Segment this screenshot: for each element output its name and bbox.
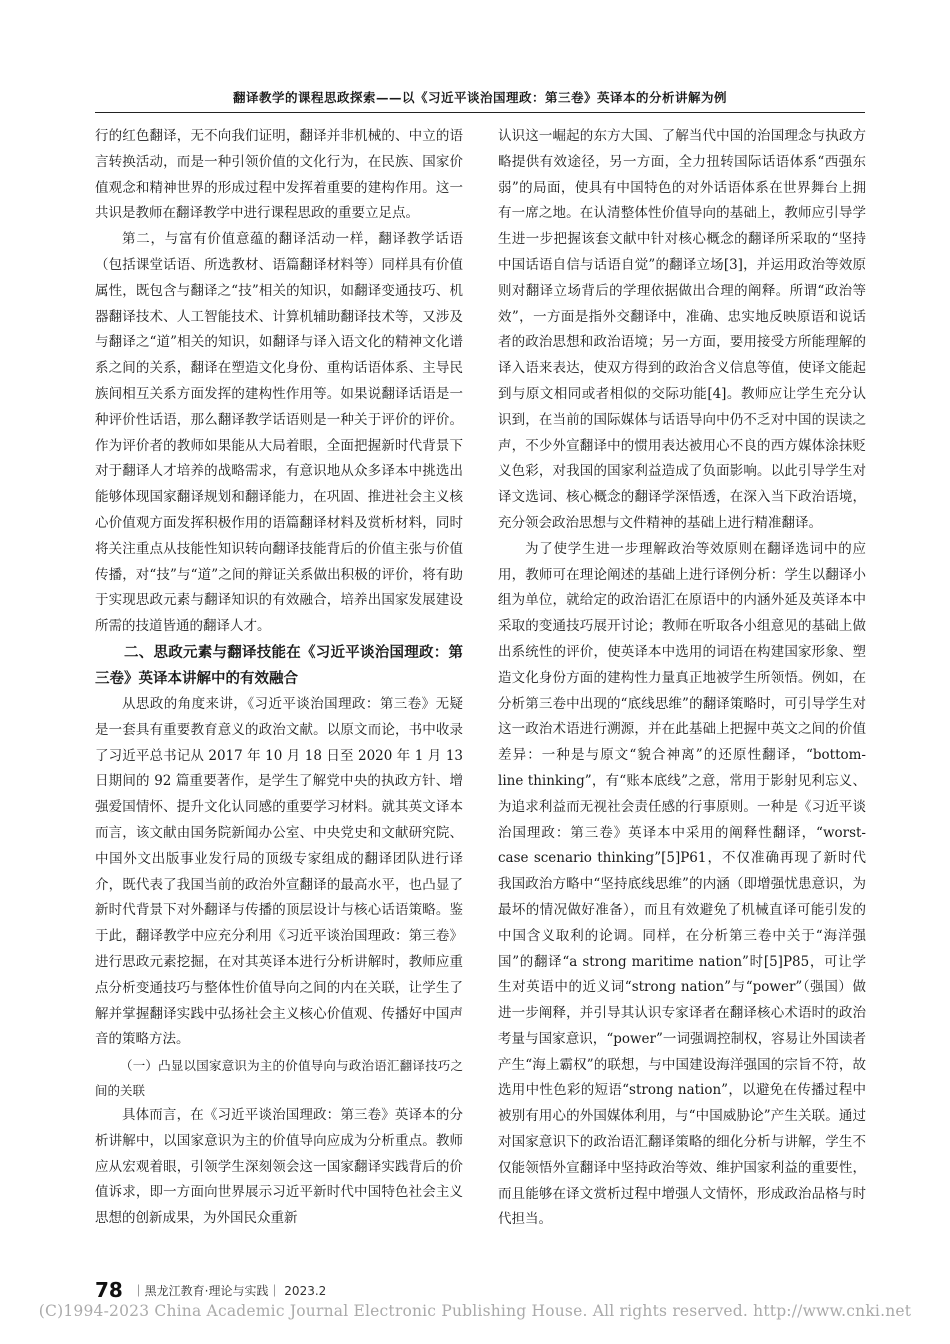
left-column bbox=[95, 124, 463, 1254]
copyright-watermark: (C)1994-2023 China Academic Journal Electronic Publishing House. All rights reserved. http://www.cnki.net bbox=[38, 1302, 912, 1320]
page-number: 78 bbox=[95, 1278, 123, 1302]
paragraph: 第二，与富有价值意蕴的翻译活动一样，翻译教学话语（包括课堂话语、所选教材、语篇翻译材料等）同样具有价值属性，既包含与翻译之“技”相关的知识，如翻译变通技巧、机器翻译技术、人工智能技术、计算机辅助翻译技术等，又涉及与翻译之“道”相关的知识，如翻译与译入语文化的精神文化谱系之间的关系，翻译在塑造文化身份、重构话语体系、主导民族间相互关系方面发挥的建构性作用等。如果说翻译话语是一种评价性话语，那么翻译教学话语则是一种关于评价的评价。作为评价者的教师如果能从大局着眼，全面把握新时代背景下对于翻译人才培养的战略需求，有意识地从众多译本中挑选出能够体现国家翻译规划和翻译能力，在巩固、推进社会主义核心价值观方面发挥积极作用的语篇翻译材料及赏析材料，同时将关注重点从技能性知识转向翻译技能背后的价值主张与价值传播，对“技”与“道”之间的辩证关系做出积极的评价，将有助于实现思政元素与翻译知识的有效融合，培养出国家发展建设所需的技道皆通的翻译人才。 bbox=[95, 231, 463, 635]
section-title: 二、思政元素与翻译技能在《习近平谈治国理政：第三卷》英译本讲解中的有效融合 bbox=[95, 644, 463, 687]
paragraph: 为了使学生进一步理解政治等效原则在翻译选词中的应用，教师可在理论阐述的基础上进行译例分析：学生以翻译小组为单位，就给定的政治语汇在原语中的内涵外延及英译本中采取的变通技巧展开讨论；教师在听取各小组意见的基础上做出系统性的评价，使英译本中选用的词语在构建国家形象、塑造文化身份方面的建构性力量真正地被学生所领悟。例如，在分析第三卷中出现的“底线思维”的翻译策略时，可引导学生对这一政治术语进行溯源，并在此基础上把握中英文之间的价值差异：一种是与原文“貌合神离”的还原性翻译，“bottom-line thinking”，有“账本底线”之意，常用于影射见利忘义、为追求利益而无视社会责任感的行事原则。一种是《习近平谈治国理政：第三卷》英译本中采用的阐释性翻译，“worst-case scenario thinking”[5]P61，不仅准确再现了新时代我国政治方略中“坚持底线思维”的内涵（即增强忧患意识，为最坏的情况做好准备），而且有效避免了机械直译可能引发的中国含义取利的论调。同样，在分析第三卷中关于“海洋强国”的翻译“a strong maritime nation”时[5]P85，可让学生对英语中的近义词“strong nation”与“power”（强国）做进一步阐释，并引导其认识专家译者在翻译核心术语时的政治考量与国家意识，“power”一词强调控制权，容易让外国读者产生“海上霸权”的联想，与中国建设海洋强国的宗旨不符，故选用中性色彩的短语“strong nation”，以避免在传播过程中被别有用心的外国媒体利用，与“中国威胁论”产生关联。通过对国家意识下的政治语汇翻译策略的细化分析与讲解，学生不仅能领悟外宣翻译中坚持政治等效、维护国家利益的重要性，而且能够在译文赏析过程中增强人文情怀，形成政治品格与时代担当。 bbox=[498, 540, 866, 1228]
subsection-title: （一）凸显以国家意识为主的价值导向与政治语汇翻译技巧之间的关联 bbox=[95, 1058, 463, 1099]
running-header: 翻译教学的课程思政探索——以《习近平谈治国理政：第三卷》英译本的分析讲解为例 bbox=[232, 90, 727, 105]
paragraph: 认识这一崛起的东方大国、了解当代中国的治国理念与执政方略提供有效途径，另一方面，全力扭转国际话语体系“西强东弱”的局面，使具有中国特色的对外话语体系在世界舞台上拥有一席之地。在认清整体性价值导向的基础上，教师应引导学生进一步把握该套文献中针对核心概念的翻译所采取的“坚持中国话语自信与话语自觉”的翻译立场[3]，并运用政治等效原则对翻译立场背后的学理依据做出合理的阐释。所谓“政治等效”，一方面是指外交翻译中，准确、忠实地反映原语和说话者的政治思想和政治语境；另一方面，要用接受方所能理解的译入语来表达，使双方得到的政治含义信息等值，使译文能起到与原文相同或者相似的交际功能[4]。教师应让学生充分认识到，在当前的国际媒体与话语导向中仍不乏对中国的误读之声，不少外宣翻译中的惯用表达被用心不良的西方媒体涂抹贬义色彩，对我国的国家利益造成了负面影响。以此引导学生对译文选词、核心概念的翻译学深悟透，在深入当下政治语境，充分领会政治思想与文件精神的基础上进行精准翻译。 bbox=[498, 128, 866, 531]
paragraph: 具体而言，在《习近平谈治国理政：第三卷》英译本的分析讲解中，以国家意识为主的价值导向应成为分析重点。教师应从宏观着眼，引领学生深刻领会这一国家翻译实践背后的价值诉求，即一方面向世界展示习近平新时代中国特色社会主义思想的创新成果，为外国民众重新 bbox=[95, 1107, 463, 1227]
paragraph: 从思政的角度来讲，《习近平谈治国理政：第三卷》无疑是一套具有重要教育意义的政治文献。以原文而论，书中收录了习近平总书记从 2017 年 10 月 18 日至 2020 年 1 月 13 日期间的 92 篇重要著作，是学生了解党中央的执政方针、增强爱国情怀、提升文化认同感的重要学习材料。就其英文译本而言，该文献由国务院新闻办公室、中央党史和文献研究院、中国外文出版事业发行局的顶级专家组成的翻译团队进行译介，既代表了我国当前的政治外宣翻译的最高水平，也凸显了新时代背景下对外翻译与传播的顶层设计与核心话语策略。鉴于此，翻译教学中应充分利用《习近平谈治国理政：第三卷》进行思政元素挖掘，在对其英译本进行分析讲解时，教师应重点分析变通技巧与整体性价值导向之间的内在关联，让学生了解并掌握翻译实践中弘扬社会主义核心价值观、传播好中国声音的策略方法。 bbox=[95, 695, 463, 1048]
right-column bbox=[498, 124, 866, 1254]
paragraph: 行的红色翻译，无不向我们证明，翻译并非机械的、中立的语言转换活动，而是一种引领价值的文化行为，在民族、国家价值观念和精神世界的形成过程中发挥着重要的建构作用。这一共识是教师在翻译教学中进行课程思政的重要立足点。 bbox=[95, 128, 463, 222]
page-footer bbox=[95, 1278, 495, 1302]
header-rule bbox=[95, 112, 865, 113]
journal-info: ｜黑龙江教育·理论与实践｜ 2023.2 bbox=[132, 1284, 327, 1298]
